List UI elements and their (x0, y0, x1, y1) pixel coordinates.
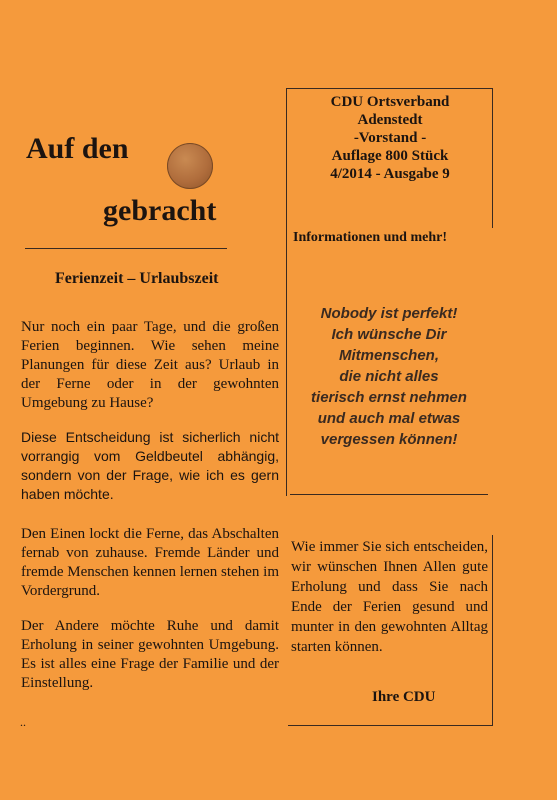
closing-right-border (492, 535, 493, 725)
publisher-line-3: -Vorstand - (353, 130, 427, 146)
column-divider (286, 88, 287, 496)
quote-block (296, 303, 482, 450)
quote-line-5: tierisch ernst nehmen (311, 389, 467, 406)
quote-line-1: Nobody ist perfekt! (320, 305, 458, 322)
quote-line-7: vergessen können! (320, 431, 458, 448)
page-title-line1: Auf den (26, 132, 129, 165)
infobox-right-border (492, 88, 493, 228)
article-paragraph-3: Den Einen lockt die Ferne, das Abschalten fernab von zuhause. Fremde Länder und fremde Menschen kennen lernen stehen im Vordergrund. (21, 526, 279, 599)
article-paragraph-2: Diese Entscheidung ist sicherlich nicht vorrangig vom Geldbeutel abhängig, sondern von der Frage, wie ich es gern haben möchte. (21, 429, 279, 502)
publisher-line-4: Auflage 800 Stück (331, 148, 449, 164)
signature: Ihre CDU (372, 689, 436, 705)
quote-line-2: Ich wünsche Dir (331, 326, 447, 343)
article-paragraph-4: Der Andere möchte Ruhe und damit Erholung in seiner gewohnten Umgebung. Es ist alles eine Frage der Familie und der Einstellung. (21, 618, 279, 691)
title-divider (25, 248, 227, 249)
article-paragraph-1: Nur noch ein paar Tage, und die großen Ferien beginnen. Wie sehen meine Planungen für diese Zeit aus? Urlaub in der Ferne oder in der gewohnten Umgebung zu Hause? (21, 319, 279, 411)
publisher-line-2: Adenstedt (357, 112, 423, 128)
closing-bottom-border (288, 725, 493, 726)
info-more-heading: Informationen und mehr! (293, 230, 448, 245)
publisher-info (290, 93, 490, 183)
trailing-dots: .. (20, 715, 26, 729)
quote-line-6: und auch mal etwas (317, 410, 461, 427)
infobox-top-border (287, 88, 492, 89)
closing-paragraph: Wie immer Sie sich entscheiden, wir wünschen Ihnen Allen gute Erholung und dass Sie nach Ende der Ferien gesund und munter in den gewohnten Alltag starten können. (291, 539, 488, 655)
publisher-line-1: CDU Ortsverband (330, 94, 450, 110)
quote-line-3: Mitmenschen, (338, 347, 440, 364)
quote-line-4: die nicht alles (339, 368, 439, 385)
quote-bottom-rule (290, 494, 488, 495)
coin-icon (167, 143, 213, 189)
publisher-line-5: 4/2014 - Ausgabe 9 (330, 166, 450, 182)
page-title-line2: gebracht (103, 194, 217, 227)
article-subheading: Ferienzeit – Urlaubszeit (55, 270, 219, 287)
